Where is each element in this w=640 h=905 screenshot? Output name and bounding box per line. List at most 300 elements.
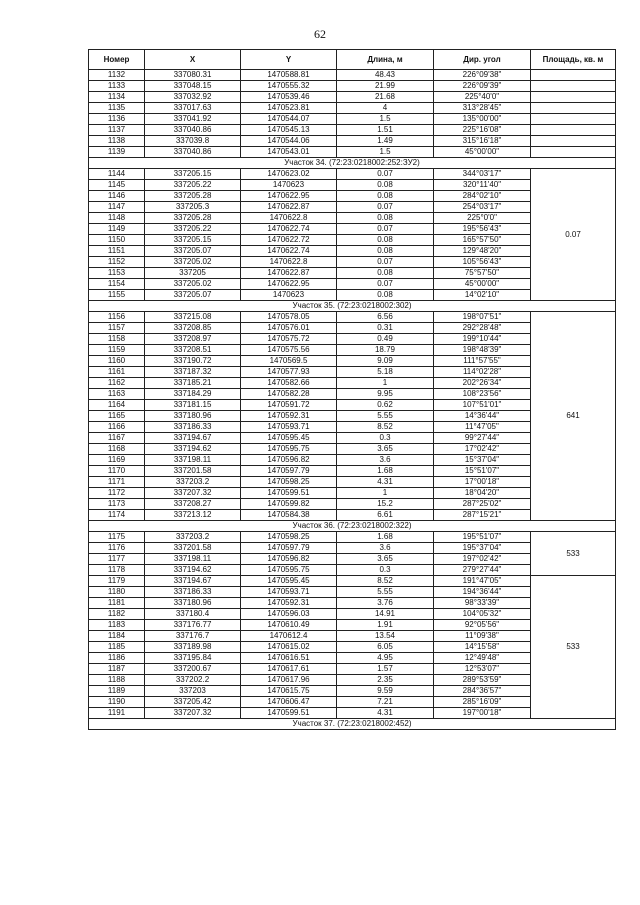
- bearing-angle: 292°28'48": [434, 323, 531, 334]
- x-coordinate: 337032.92: [145, 92, 241, 103]
- bearing-angle: 98°33'39": [434, 598, 531, 609]
- point-number: 1175: [89, 532, 145, 543]
- point-number: 1178: [89, 565, 145, 576]
- y-coordinate: 1470545.13: [241, 125, 337, 136]
- x-coordinate: 337184.29: [145, 389, 241, 400]
- point-number: 1188: [89, 675, 145, 686]
- segment-length: 4.31: [337, 477, 434, 488]
- x-coordinate: 337041.92: [145, 114, 241, 125]
- bearing-angle: 226°09'39": [434, 81, 531, 92]
- point-number: 1163: [89, 389, 145, 400]
- segment-length: 18.79: [337, 345, 434, 356]
- y-coordinate: 1470593.71: [241, 422, 337, 433]
- y-coordinate: 1470595.75: [241, 565, 337, 576]
- bearing-angle: 195°56'43": [434, 224, 531, 235]
- x-coordinate: 337205.02: [145, 257, 241, 268]
- area-empty: [531, 92, 616, 103]
- segment-length: 3.65: [337, 554, 434, 565]
- y-coordinate: 1470593.71: [241, 587, 337, 598]
- x-coordinate: 337194.62: [145, 444, 241, 455]
- area-empty: [531, 136, 616, 147]
- x-coordinate: 337208.51: [145, 345, 241, 356]
- point-number: 1165: [89, 411, 145, 422]
- point-number: 1184: [89, 631, 145, 642]
- segment-length: 1.49: [337, 136, 434, 147]
- bearing-angle: 199°10'44": [434, 334, 531, 345]
- point-number: 1173: [89, 499, 145, 510]
- y-coordinate: 1470622.74: [241, 224, 337, 235]
- bearing-angle: 287°25'02": [434, 499, 531, 510]
- segment-length: 0.08: [337, 180, 434, 191]
- header-length: Длина, м: [337, 50, 434, 70]
- bearing-angle: 114°02'28": [434, 367, 531, 378]
- x-coordinate: 337195.84: [145, 653, 241, 664]
- bearing-angle: 45°00'00": [434, 279, 531, 290]
- point-number: 1180: [89, 587, 145, 598]
- point-number: 1158: [89, 334, 145, 345]
- segment-length: 21.68: [337, 92, 434, 103]
- x-coordinate: 337202.2: [145, 675, 241, 686]
- bearing-angle: 12°53'07": [434, 664, 531, 675]
- bearing-angle: 197°00'18": [434, 708, 531, 719]
- x-coordinate: 337189.98: [145, 642, 241, 653]
- y-coordinate: 1470539.46: [241, 92, 337, 103]
- segment-length: 3.65: [337, 444, 434, 455]
- segment-length: 9.59: [337, 686, 434, 697]
- point-number: 1132: [89, 70, 145, 81]
- bearing-angle: 225°40'0": [434, 92, 531, 103]
- header-y: Y: [241, 50, 337, 70]
- y-coordinate: 1470622.87: [241, 268, 337, 279]
- y-coordinate: 1470588.81: [241, 70, 337, 81]
- y-coordinate: 1470617.96: [241, 675, 337, 686]
- point-number: 1176: [89, 543, 145, 554]
- bearing-angle: 105°56'43": [434, 257, 531, 268]
- x-coordinate: 337205.07: [145, 290, 241, 301]
- y-coordinate: 1470596.03: [241, 609, 337, 620]
- segment-length: 21.99: [337, 81, 434, 92]
- y-coordinate: 1470544.07: [241, 114, 337, 125]
- x-coordinate: 337040.86: [145, 125, 241, 136]
- coordinates-table: [88, 49, 616, 730]
- bearing-angle: 195°51'07": [434, 532, 531, 543]
- x-coordinate: 337185.21: [145, 378, 241, 389]
- segment-length: 5.55: [337, 587, 434, 598]
- bearing-angle: 195°37'04": [434, 543, 531, 554]
- header-x: X: [145, 50, 241, 70]
- area-value: 641: [531, 312, 616, 521]
- y-coordinate: 1470615.75: [241, 686, 337, 697]
- bearing-angle: 14°15'58": [434, 642, 531, 653]
- y-coordinate: 1470610.49: [241, 620, 337, 631]
- x-coordinate: 337215.08: [145, 312, 241, 323]
- y-coordinate: 1470622.8: [241, 257, 337, 268]
- bearing-angle: 108°23'56": [434, 389, 531, 400]
- x-coordinate: 337205.22: [145, 224, 241, 235]
- area-value: 533: [531, 576, 616, 719]
- table-row: [89, 125, 616, 136]
- point-number: 1162: [89, 378, 145, 389]
- bearing-angle: 225°16'08": [434, 125, 531, 136]
- section-label: Участок 36. (72:23:0218002:322): [89, 521, 616, 532]
- table-row: [89, 169, 616, 180]
- table-row: [89, 532, 616, 543]
- bearing-angle: 202°26'34": [434, 378, 531, 389]
- point-number: 1133: [89, 81, 145, 92]
- x-coordinate: 337203: [145, 686, 241, 697]
- y-coordinate: 1470592.31: [241, 411, 337, 422]
- x-coordinate: 337186.33: [145, 422, 241, 433]
- x-coordinate: 337205: [145, 268, 241, 279]
- y-coordinate: 1470599.51: [241, 488, 337, 499]
- area-value: 533: [531, 532, 616, 576]
- y-coordinate: 1470622.95: [241, 191, 337, 202]
- bearing-angle: 99°27'44": [434, 433, 531, 444]
- section-label: Участок 34. (72:23:0218002:252:ЗУ2): [89, 158, 616, 169]
- bearing-angle: 279°27'44": [434, 565, 531, 576]
- x-coordinate: 337198.11: [145, 554, 241, 565]
- segment-length: 3.6: [337, 455, 434, 466]
- segment-length: 0.07: [337, 169, 434, 180]
- y-coordinate: 1470582.28: [241, 389, 337, 400]
- y-coordinate: 1470575.72: [241, 334, 337, 345]
- bearing-angle: 107°51'01": [434, 400, 531, 411]
- bearing-angle: 135°00'00": [434, 114, 531, 125]
- segment-length: 4: [337, 103, 434, 114]
- x-coordinate: 337176.77: [145, 620, 241, 631]
- y-coordinate: 1470598.25: [241, 477, 337, 488]
- segment-length: 7.21: [337, 697, 434, 708]
- x-coordinate: 337205.07: [145, 246, 241, 257]
- y-coordinate: 1470622.8: [241, 213, 337, 224]
- point-number: 1154: [89, 279, 145, 290]
- x-coordinate: 337080.31: [145, 70, 241, 81]
- segment-length: 1.5: [337, 147, 434, 158]
- segment-length: 1.57: [337, 664, 434, 675]
- bearing-angle: 284°02'10": [434, 191, 531, 202]
- segment-length: 6.61: [337, 510, 434, 521]
- point-number: 1148: [89, 213, 145, 224]
- segment-length: 0.3: [337, 433, 434, 444]
- x-coordinate: 337180.96: [145, 411, 241, 422]
- area-value: 0.07: [531, 169, 616, 301]
- section-label: Участок 37. (72:23:0218002:452): [89, 719, 616, 730]
- y-coordinate: 1470622.72: [241, 235, 337, 246]
- point-number: 1166: [89, 422, 145, 433]
- table-row: [89, 70, 616, 81]
- point-number: 1149: [89, 224, 145, 235]
- bearing-angle: 194°36'44": [434, 587, 531, 598]
- segment-length: 0.07: [337, 257, 434, 268]
- bearing-angle: 15°37'04": [434, 455, 531, 466]
- y-coordinate: 1470596.82: [241, 455, 337, 466]
- y-coordinate: 1470555.32: [241, 81, 337, 92]
- bearing-angle: 165°57'50": [434, 235, 531, 246]
- header-area: Площадь, кв. м: [531, 50, 616, 70]
- x-coordinate: 337205.22: [145, 180, 241, 191]
- segment-length: 0.31: [337, 323, 434, 334]
- y-coordinate: 1470597.79: [241, 466, 337, 477]
- section-row: [89, 521, 616, 532]
- x-coordinate: 337176.7: [145, 631, 241, 642]
- y-coordinate: 1470599.51: [241, 708, 337, 719]
- point-number: 1147: [89, 202, 145, 213]
- y-coordinate: 1470582.66: [241, 378, 337, 389]
- bearing-angle: 284°36'57": [434, 686, 531, 697]
- segment-length: 0.07: [337, 202, 434, 213]
- point-number: 1159: [89, 345, 145, 356]
- y-coordinate: 1470591.72: [241, 400, 337, 411]
- x-coordinate: 337180.96: [145, 598, 241, 609]
- y-coordinate: 1470597.79: [241, 543, 337, 554]
- point-number: 1135: [89, 103, 145, 114]
- y-coordinate: 1470623: [241, 180, 337, 191]
- header-number: Номер: [89, 50, 145, 70]
- y-coordinate: 1470615.02: [241, 642, 337, 653]
- area-empty: [531, 114, 616, 125]
- segment-length: 1: [337, 378, 434, 389]
- point-number: 1167: [89, 433, 145, 444]
- bearing-angle: 226°09'38": [434, 70, 531, 81]
- x-coordinate: 337017.63: [145, 103, 241, 114]
- bearing-angle: 320°11'40": [434, 180, 531, 191]
- bearing-angle: 225°0'0": [434, 213, 531, 224]
- section-label: Участок 35. (72:23:0218002:302): [89, 301, 616, 312]
- y-coordinate: 1470623: [241, 290, 337, 301]
- y-coordinate: 1470606.47: [241, 697, 337, 708]
- point-number: 1160: [89, 356, 145, 367]
- bearing-angle: 287°15'21": [434, 510, 531, 521]
- table-row: [89, 147, 616, 158]
- point-number: 1136: [89, 114, 145, 125]
- x-coordinate: 337208.97: [145, 334, 241, 345]
- segment-length: 0.49: [337, 334, 434, 345]
- point-number: 1153: [89, 268, 145, 279]
- table-body: [89, 70, 616, 730]
- bearing-angle: 75°57'50": [434, 268, 531, 279]
- table-row: [89, 92, 616, 103]
- y-coordinate: 1470584.38: [241, 510, 337, 521]
- area-empty: [531, 70, 616, 81]
- table-row: [89, 81, 616, 92]
- point-number: 1168: [89, 444, 145, 455]
- segment-length: 3.76: [337, 598, 434, 609]
- y-coordinate: 1470596.82: [241, 554, 337, 565]
- section-row: [89, 158, 616, 169]
- point-number: 1191: [89, 708, 145, 719]
- segment-length: 9.95: [337, 389, 434, 400]
- section-row: [89, 301, 616, 312]
- point-number: 1146: [89, 191, 145, 202]
- point-number: 1145: [89, 180, 145, 191]
- bearing-angle: 285°16'09": [434, 697, 531, 708]
- y-coordinate: 1470595.45: [241, 576, 337, 587]
- segment-length: 0.08: [337, 290, 434, 301]
- y-coordinate: 1470599.82: [241, 499, 337, 510]
- bearing-angle: 344°03'17": [434, 169, 531, 180]
- x-coordinate: 337201.58: [145, 466, 241, 477]
- y-coordinate: 1470595.45: [241, 433, 337, 444]
- bearing-angle: 11°47'05": [434, 422, 531, 433]
- y-coordinate: 1470569.5: [241, 356, 337, 367]
- page-number: 62: [314, 27, 326, 41]
- segment-length: 6.05: [337, 642, 434, 653]
- segment-length: 0.62: [337, 400, 434, 411]
- point-number: 1189: [89, 686, 145, 697]
- point-number: 1164: [89, 400, 145, 411]
- x-coordinate: 337203.2: [145, 477, 241, 488]
- x-coordinate: 337205.02: [145, 279, 241, 290]
- y-coordinate: 1470592.31: [241, 598, 337, 609]
- point-number: 1150: [89, 235, 145, 246]
- point-number: 1190: [89, 697, 145, 708]
- bearing-angle: 104°05'32": [434, 609, 531, 620]
- point-number: 1185: [89, 642, 145, 653]
- point-number: 1137: [89, 125, 145, 136]
- bearing-angle: 15°51'07": [434, 466, 531, 477]
- bearing-angle: 129°48'20": [434, 246, 531, 257]
- area-empty: [531, 147, 616, 158]
- segment-length: 0.08: [337, 213, 434, 224]
- y-coordinate: 1470622.74: [241, 246, 337, 257]
- segment-length: 48.43: [337, 70, 434, 81]
- x-coordinate: 337205.15: [145, 235, 241, 246]
- y-coordinate: 1470622.95: [241, 279, 337, 290]
- area-empty: [531, 125, 616, 136]
- point-number: 1134: [89, 92, 145, 103]
- segment-length: 0.3: [337, 565, 434, 576]
- x-coordinate: 337201.58: [145, 543, 241, 554]
- bearing-angle: 289°53'59": [434, 675, 531, 686]
- segment-length: 13.54: [337, 631, 434, 642]
- point-number: 1152: [89, 257, 145, 268]
- point-number: 1187: [89, 664, 145, 675]
- point-number: 1170: [89, 466, 145, 477]
- segment-length: 0.07: [337, 279, 434, 290]
- x-coordinate: 337048.15: [145, 81, 241, 92]
- x-coordinate: 337205.15: [145, 169, 241, 180]
- x-coordinate: 337187.32: [145, 367, 241, 378]
- y-coordinate: 1470543.01: [241, 147, 337, 158]
- point-number: 1156: [89, 312, 145, 323]
- segment-length: 0.08: [337, 246, 434, 257]
- point-number: 1144: [89, 169, 145, 180]
- segment-length: 14.91: [337, 609, 434, 620]
- bearing-angle: 198°07'51": [434, 312, 531, 323]
- bearing-angle: 17°02'42": [434, 444, 531, 455]
- x-coordinate: 337205.28: [145, 191, 241, 202]
- bearing-angle: 12°49'48": [434, 653, 531, 664]
- bearing-angle: 14°36'44": [434, 411, 531, 422]
- point-number: 1161: [89, 367, 145, 378]
- bearing-angle: 254°03'17": [434, 202, 531, 213]
- x-coordinate: 337205.28: [145, 213, 241, 224]
- bearing-angle: 11°09'38": [434, 631, 531, 642]
- y-coordinate: 1470595.75: [241, 444, 337, 455]
- segment-length: 0.07: [337, 224, 434, 235]
- segment-length: 0.08: [337, 191, 434, 202]
- point-number: 1186: [89, 653, 145, 664]
- y-coordinate: 1470612.4: [241, 631, 337, 642]
- point-number: 1177: [89, 554, 145, 565]
- segment-length: 1: [337, 488, 434, 499]
- x-coordinate: 337194.67: [145, 433, 241, 444]
- bearing-angle: 92°05'56": [434, 620, 531, 631]
- bearing-angle: 315°16'18": [434, 136, 531, 147]
- table-row: [89, 103, 616, 114]
- segment-length: 3.6: [337, 543, 434, 554]
- bearing-angle: 111°57'55": [434, 356, 531, 367]
- point-number: 1155: [89, 290, 145, 301]
- x-coordinate: 337190.72: [145, 356, 241, 367]
- area-empty: [531, 103, 616, 114]
- segment-length: 9.09: [337, 356, 434, 367]
- y-coordinate: 1470576.01: [241, 323, 337, 334]
- segment-length: 1.51: [337, 125, 434, 136]
- segment-length: 8.52: [337, 576, 434, 587]
- x-coordinate: 337203.2: [145, 532, 241, 543]
- x-coordinate: 337194.62: [145, 565, 241, 576]
- x-coordinate: 337039.8: [145, 136, 241, 147]
- table-row: [89, 114, 616, 125]
- bearing-angle: 191°47'05": [434, 576, 531, 587]
- y-coordinate: 1470598.25: [241, 532, 337, 543]
- segment-length: 4.31: [337, 708, 434, 719]
- x-coordinate: 337040.86: [145, 147, 241, 158]
- segment-length: 0.08: [337, 268, 434, 279]
- y-coordinate: 1470616.51: [241, 653, 337, 664]
- point-number: 1151: [89, 246, 145, 257]
- segment-length: 5.55: [337, 411, 434, 422]
- point-number: 1139: [89, 147, 145, 158]
- y-coordinate: 1470544.06: [241, 136, 337, 147]
- table-row: [89, 576, 616, 587]
- section-row: [89, 719, 616, 730]
- x-coordinate: 337181.15: [145, 400, 241, 411]
- bearing-angle: 14°02'10": [434, 290, 531, 301]
- x-coordinate: 337213.12: [145, 510, 241, 521]
- x-coordinate: 337194.67: [145, 576, 241, 587]
- point-number: 1172: [89, 488, 145, 499]
- point-number: 1181: [89, 598, 145, 609]
- y-coordinate: 1470575.56: [241, 345, 337, 356]
- y-coordinate: 1470622.87: [241, 202, 337, 213]
- bearing-angle: 17°00'18": [434, 477, 531, 488]
- point-number: 1138: [89, 136, 145, 147]
- x-coordinate: 337198.11: [145, 455, 241, 466]
- y-coordinate: 1470578.05: [241, 312, 337, 323]
- point-number: 1169: [89, 455, 145, 466]
- table-header-row: [89, 50, 616, 70]
- area-empty: [531, 81, 616, 92]
- x-coordinate: 337208.85: [145, 323, 241, 334]
- x-coordinate: 337180.4: [145, 609, 241, 620]
- table-row: [89, 136, 616, 147]
- table-row: [89, 312, 616, 323]
- x-coordinate: 337205.3: [145, 202, 241, 213]
- bearing-angle: 18°04'20": [434, 488, 531, 499]
- segment-length: 1.91: [337, 620, 434, 631]
- segment-length: 1.68: [337, 466, 434, 477]
- y-coordinate: 1470577.93: [241, 367, 337, 378]
- point-number: 1182: [89, 609, 145, 620]
- bearing-angle: 313°28'45": [434, 103, 531, 114]
- bearing-angle: 198°48'39": [434, 345, 531, 356]
- segment-length: 2.35: [337, 675, 434, 686]
- x-coordinate: 337207.32: [145, 708, 241, 719]
- segment-length: 4.95: [337, 653, 434, 664]
- bearing-angle: 45°00'00": [434, 147, 531, 158]
